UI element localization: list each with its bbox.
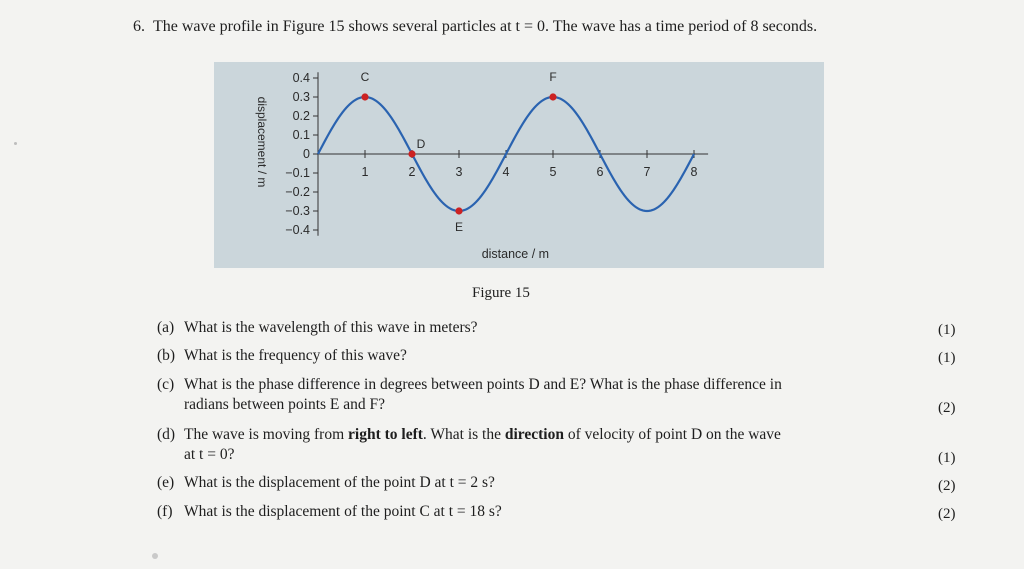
part-text-rich: The wave is moving from right to left. What is the direction of velocity of point D on the wave xyxy=(184,426,781,443)
y-tick-label: 0.2 xyxy=(292,109,310,123)
x-tick-label: 6 xyxy=(596,165,604,179)
point-f xyxy=(549,93,556,100)
x-tick-label: 4 xyxy=(502,165,510,179)
marks-e: (2) xyxy=(938,478,956,494)
part-a xyxy=(157,318,478,338)
marks-d: (1) xyxy=(938,450,956,466)
x-tick-label: 2 xyxy=(408,165,416,179)
x-axis-label: distance / m xyxy=(481,247,550,261)
question-stem xyxy=(133,18,817,36)
y-tick-label: −0.2 xyxy=(285,185,310,199)
part-text: What is the phase difference in degrees between points D and E? What is the phase difference in xyxy=(184,376,782,393)
part-label: (a) xyxy=(157,319,175,336)
paper-speck xyxy=(14,142,17,145)
point-label-e: E xyxy=(454,220,464,234)
y-tick-label: 0.1 xyxy=(292,128,310,142)
wave-chart xyxy=(214,62,824,268)
x-tick-label: 8 xyxy=(690,165,698,179)
y-tick-label: −0.3 xyxy=(285,204,310,218)
wave-figure xyxy=(214,62,824,268)
question-text: The wave profile in Figure 15 shows several particles at t = 0. The wave has a time period of 8 seconds. xyxy=(153,18,818,35)
figure-caption: Figure 15 xyxy=(472,285,530,301)
y-tick-label: −0.1 xyxy=(285,166,310,180)
paper-mark xyxy=(152,553,158,559)
y-tick-label: −0.4 xyxy=(285,223,310,237)
x-tick-label: 1 xyxy=(361,165,369,179)
point-e xyxy=(455,207,462,214)
part-f xyxy=(157,502,502,522)
part-label: (e) xyxy=(157,474,175,491)
x-tick-label: 5 xyxy=(549,165,557,179)
point-label-c: C xyxy=(360,70,370,84)
point-label-f: F xyxy=(549,70,557,84)
point-d xyxy=(408,150,415,157)
y-tick-label: 0.3 xyxy=(292,90,310,104)
point-c xyxy=(361,93,368,100)
part-text: What is the frequency of this wave? xyxy=(184,347,407,364)
marks-c: (2) xyxy=(938,400,956,416)
x-tick-label: 7 xyxy=(643,165,651,179)
part-d xyxy=(157,425,781,465)
part-label: (d) xyxy=(157,426,176,443)
y-tick-label: 0 xyxy=(303,147,310,161)
marks-b: (1) xyxy=(938,350,956,366)
question-number: 6. xyxy=(133,18,145,35)
y-tick-label: 0.4 xyxy=(292,71,310,85)
part-text-continued: radians between points E and F? xyxy=(184,396,386,413)
y-axis-label: displacement / m xyxy=(255,96,269,188)
part-c xyxy=(157,375,782,415)
part-e xyxy=(157,473,495,493)
part-text: What is the displacement of the point D at t = 2 s? xyxy=(184,474,495,491)
part-label: (b) xyxy=(157,347,176,364)
part-label: (f) xyxy=(157,503,173,520)
part-text: What is the wavelength of this wave in meters? xyxy=(184,319,478,336)
part-label: (c) xyxy=(157,376,175,393)
marks-f: (2) xyxy=(938,506,956,522)
part-b xyxy=(157,346,407,366)
x-tick-label: 3 xyxy=(455,165,463,179)
point-label-d: D xyxy=(416,137,426,151)
marks-a: (1) xyxy=(938,322,956,338)
part-text-continued: at t = 0? xyxy=(184,446,235,463)
part-text: What is the displacement of the point C at t = 18 s? xyxy=(184,503,502,520)
